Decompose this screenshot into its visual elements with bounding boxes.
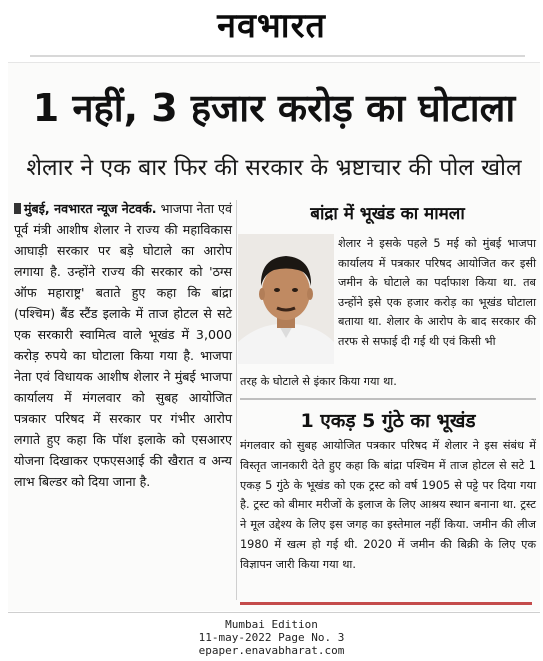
sidebar-separator xyxy=(240,398,536,400)
sidebar-plot-text: मंगलवार को सुबह आयोजित पत्रकार परिषद में शेलार ने इस संबंध में विस्तृत जानकारी देते हुए कहा कि बांद्रा पश्चिम में ताज होटल से सटे 1 एकड़ 5 गुंठे के भूखंड को एक ट्रस्ट को वर्ष 1905 से पट्टे पर दिया गया है. ट्रस्ट को बीमार मरीजों के इलाज के लिए आश्रय स्थान बनाना था. ट्रस्ट ने मूल उद्देश्य के लिए इस जगह का इस्तेमाल नहीं किया. जमीन की लीज 1980 में खत्म हो गई थी. 2020 में जमीन की बिक्री के लिए एक विज्ञापन जारी किया गया था. xyxy=(240,439,536,571)
clipping-bottom-border xyxy=(8,612,540,613)
date-page-label: 11-may-2022 Page No. 3 xyxy=(198,631,345,644)
newspaper-masthead: नवभारत xyxy=(0,0,543,52)
article-body: भाजपा नेता एवं पूर्व मंत्री आशीष शेलार ने राज्य की महाविकास आघाड़ी सरकार पर बड़े घोटाले का आरोप लगाया है. उन्होंने राज्य की सरकार को 'ठग्स ऑफ महाराष्ट्र' बताते हुए कहा कि बांद्रा (पश्चिम) बैंड स्टैंड इलाके में ताज होटल से सटे एक सरकारी स्वामित्व वाले भूखंड में 3,000 करोड़ रुपये का घोटाला किया गया है. भाजपा नेता एवं विधायक आशीष शेलार ने मुंबई भाजपा कार्यालय में मंगलवार को सुबह आयोजित पत्रकार परिषद में सरकार पर गंभीर आरोप लगाते हुए कहा कि पॉश इलाके को एसआरए योजना दिखाकर एफएसआई की खैरात व अन्य लाभ बिल्डर को दिया जाना है. xyxy=(14,201,232,489)
article-dateline: मुंबई, नवभारत न्यूज नेटवर्क. xyxy=(24,201,157,216)
sidebar-land-case-text-continued: तरह के घोटाले से इंकार किया गया था. xyxy=(240,375,397,388)
dateline-marker xyxy=(14,203,21,214)
sidebar-land-case-title: बांद्रा में भूखंड का मामला xyxy=(310,204,465,224)
edition-label: Mumbai Edition xyxy=(225,618,318,631)
article-headline: 1 नहीं, 3 हजार करोड़ का घोटाला xyxy=(32,86,516,130)
page-footer xyxy=(0,618,543,657)
sidebar-plot-title: 1 एकड़ 5 गुंठे का भूखंड xyxy=(300,410,476,432)
article-subheadline: शेलार ने एक बार फिर की सरकार के भ्रष्टाचार की पोल खोल xyxy=(26,155,522,181)
accent-rule xyxy=(240,602,532,605)
masthead-divider xyxy=(30,55,525,57)
ashish-shelar-photo xyxy=(238,234,334,364)
sidebar-land-case-text: शेलार ने इसके पहले 5 मई को मुंबई भाजपा कार्यालय में पत्रकार परिषद आयोजित कर इसी जमीन के घोटाले का पर्दाफाश किया था. तब उन्होंने इसे एक हजार करोड़ का भूखंड घोटाला बताया था. शेलार के आरोप के बाद सरकार की तरफ से सफाई दी गई थी एवं किसी भी xyxy=(338,237,536,348)
portrait-illustration xyxy=(238,234,334,364)
column-divider xyxy=(236,200,237,600)
article-body-column xyxy=(14,198,232,492)
epaper-url-link[interactable]: epaper.enavabharat.com xyxy=(198,644,345,657)
